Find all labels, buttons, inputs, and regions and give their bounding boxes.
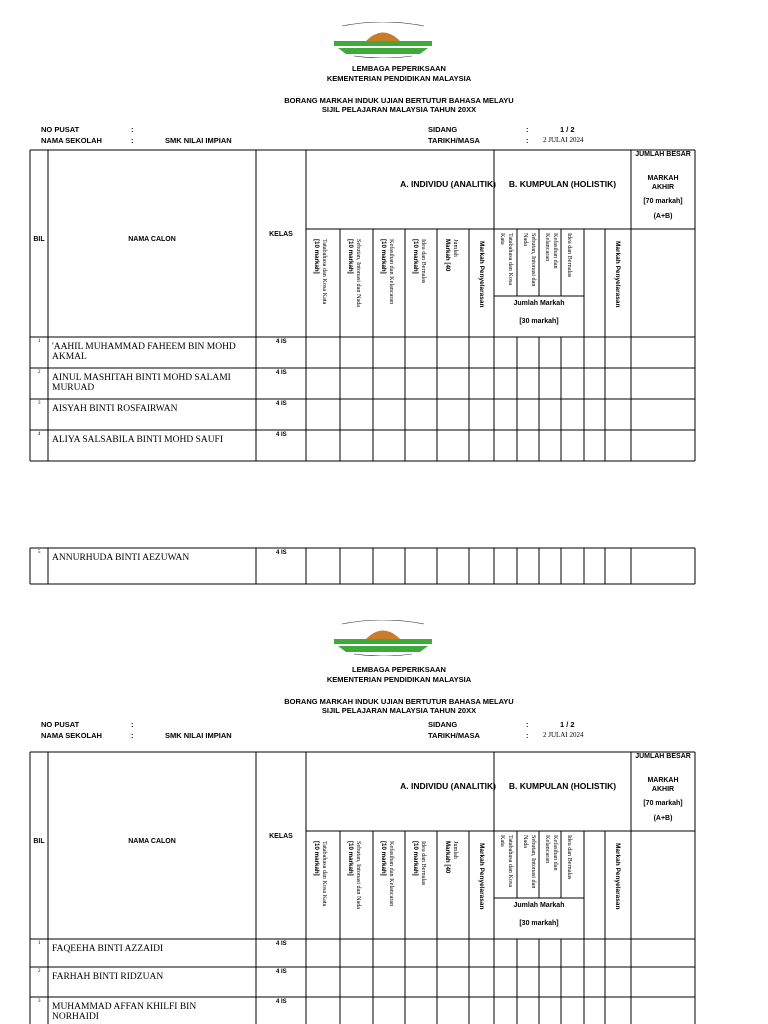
markah-70-header: [70 markah]	[643, 800, 683, 807]
ministry-name: KEMENTERIAN PENDIDIKAN MALAYSIA	[326, 675, 472, 684]
a-criteria-label: Jumlah Markah [40	[444, 239, 459, 272]
form-title: BORANG MARKAH INDUK UJIAN BERTUTUR BAHASA MELAYU	[284, 697, 514, 706]
row-number: 1	[38, 941, 41, 946]
b-criteria-label: Tatabahasa dan Kosa Kata	[499, 835, 514, 888]
student-kelas: 4 IS	[276, 339, 287, 345]
student-name: FAQEEHA BINTI AZZAIDI	[52, 944, 164, 954]
student-name: AINUL MASHITAH BINTI MOHD SALAMI MURUAD	[52, 373, 231, 393]
org-name: LEMBAGA PEPERIKSAAN	[352, 665, 446, 674]
b-criteria-label: Idea dan Bernalas	[566, 233, 573, 278]
no-pusat-label: NO PUSAT	[41, 720, 80, 729]
kelas-header: KELAS	[269, 231, 293, 238]
row-number: 3	[38, 999, 41, 1004]
org-name: LEMBAGA PEPERIKSAAN	[352, 64, 446, 73]
bil-header: BIL	[33, 236, 45, 243]
a-criteria-label: Sebutan, Intonasi dan Nada [10 markah]	[347, 841, 362, 910]
nama-sekolah-label: NAMA SEKOLAH	[41, 731, 102, 740]
exam-title: SIJIL PELAJARAN MALAYSIA TAHUN 20XX	[321, 105, 477, 114]
markah-penyelarasan-b: Markah Penyelarasan	[614, 241, 621, 308]
date-value: 2 JULAI 2024	[543, 136, 584, 144]
tarikh-label: TARIKH/MASA	[428, 136, 480, 145]
date-value: 2 JULAI 2024	[543, 731, 584, 739]
student-name: MUHAMMAD AFFAN KHILFI BIN NORHAIDI	[52, 1002, 197, 1022]
row-number: 2	[38, 969, 41, 974]
student-name: 'AAHIL MUHAMMAD FAHEEM BIN MOHD AKMAL	[52, 342, 236, 362]
a-criteria-label: Kefasihan dan Kelancaran [10 markah]	[380, 239, 395, 305]
row-number: 3	[38, 401, 41, 406]
section-a-header: A. INDIVIDU (ANALITIK)	[400, 781, 496, 791]
b-criteria-label: Sebutan, Intonasi dan Nada	[522, 835, 537, 889]
a-criteria-label: Jumlah Markah [40	[444, 841, 459, 874]
markah-30-label: [30 markah]	[519, 920, 559, 927]
sidang-label: SIDANG	[428, 720, 458, 729]
colon: :	[131, 720, 134, 729]
colon: :	[131, 731, 134, 740]
a-criteria-label: Kefasihan dan Kelancaran [10 markah]	[380, 841, 395, 907]
a-criteria-label: Tatabahasa dan Kosa Kata [10 markah]	[313, 841, 328, 907]
ministry-name: KEMENTERIAN PENDIDIKAN MALAYSIA	[326, 74, 472, 83]
a-plus-b-header: (A+B)	[653, 213, 673, 220]
b-criteria-label: Idea dan Bernalas	[566, 835, 573, 880]
jumlah-besar-header: JUMLAH BESAR	[635, 151, 691, 158]
tarikh-label: TARIKH/MASA	[428, 731, 480, 740]
student-name: FARHAH BINTI RIDZUAN	[52, 972, 164, 982]
b-criteria-label: Kefasihan dan Kelancaran	[544, 233, 559, 269]
colon: :	[526, 136, 529, 145]
row-number: 4	[38, 432, 41, 437]
student-kelas: 4 IS	[276, 969, 287, 975]
nama-sekolah-label: NAMA SEKOLAH	[41, 136, 102, 145]
nama-calon-header: NAMA CALON	[128, 236, 176, 243]
markah-penyelarasan-a: Markah Penyelarasan	[478, 241, 485, 308]
markah-penyelarasan-a: Markah Penyelarasan	[478, 843, 485, 910]
a-criteria-label: Sebutan, Intonasi dan Nada [10 markah]	[347, 239, 362, 308]
row-number: 1	[38, 339, 41, 344]
jumlah-markah-label: Jumlah Markah	[513, 300, 565, 307]
b-criteria-label: Kefasihan dan Kelancaran	[544, 835, 559, 871]
a-criteria-label: Tatabahasa dan Kosa Kata [10 markah]	[313, 239, 328, 305]
jumlah-markah-label: Jumlah Markah	[513, 902, 565, 909]
school-name: SMK NILAI IMPIAN	[165, 136, 232, 145]
sidang-value: 1 / 2	[560, 125, 575, 134]
a-criteria-label: Idea dan Bernalas [10 markah]	[412, 239, 427, 284]
section-a-header: A. INDIVIDU (ANALITIK)	[400, 179, 496, 189]
student-name: AISYAH BINTI ROSFAIRWAN	[52, 404, 178, 414]
row-number: 5	[38, 550, 41, 555]
row-number: 2	[38, 370, 41, 375]
exam-title: SIJIL PELAJARAN MALAYSIA TAHUN 20XX	[321, 706, 477, 715]
colon: :	[131, 125, 134, 134]
markah-70-header: [70 markah]	[643, 198, 683, 205]
student-kelas: 4 IS	[276, 999, 287, 1005]
colon: :	[526, 125, 529, 134]
bil-header: BIL	[33, 838, 45, 845]
sidang-label: SIDANG	[428, 125, 458, 134]
markah-penyelarasan-b: Markah Penyelarasan	[614, 843, 621, 910]
student-name: ANNURHUDA BINTI AEZUWAN	[52, 553, 190, 563]
kelas-header: KELAS	[269, 833, 293, 840]
student-name: ALIYA SALSABILA BINTI MOHD SAUFI	[52, 435, 224, 445]
student-kelas: 4 IS	[276, 432, 287, 438]
section-b-header: B. KUMPULAN (HOLISTIK)	[508, 781, 617, 791]
a-criteria-label: Idea dan Bernalas [10 markah]	[412, 841, 427, 886]
colon: :	[131, 136, 134, 145]
section-b-header: B. KUMPULAN (HOLISTIK)	[508, 179, 617, 189]
markah-akhir-header: MARKAH AKHIR	[647, 175, 679, 191]
colon: :	[526, 720, 529, 729]
form-title: BORANG MARKAH INDUK UJIAN BERTUTUR BAHASA MELAYU	[284, 96, 514, 105]
student-kelas: 4 IS	[276, 941, 287, 947]
nama-calon-header: NAMA CALON	[128, 838, 176, 845]
sidang-value: 1 / 2	[560, 720, 575, 729]
no-pusat-label: NO PUSAT	[41, 125, 80, 134]
student-kelas: 4 IS	[276, 550, 287, 556]
a-plus-b-header: (A+B)	[653, 815, 673, 822]
colon: :	[526, 731, 529, 740]
b-criteria-label: Sebutan, Intonasi dan Nada	[522, 233, 537, 287]
jumlah-besar-header: JUMLAH BESAR	[635, 753, 691, 760]
school-name: SMK NILAI IMPIAN	[165, 731, 232, 740]
markah-akhir-header: MARKAH AKHIR	[647, 777, 679, 793]
markah-30-label: [30 markah]	[519, 318, 559, 325]
student-kelas: 4 IS	[276, 370, 287, 376]
student-kelas: 4 IS	[276, 401, 287, 407]
b-criteria-label: Tatabahasa dan Kosa Kata	[499, 233, 514, 286]
